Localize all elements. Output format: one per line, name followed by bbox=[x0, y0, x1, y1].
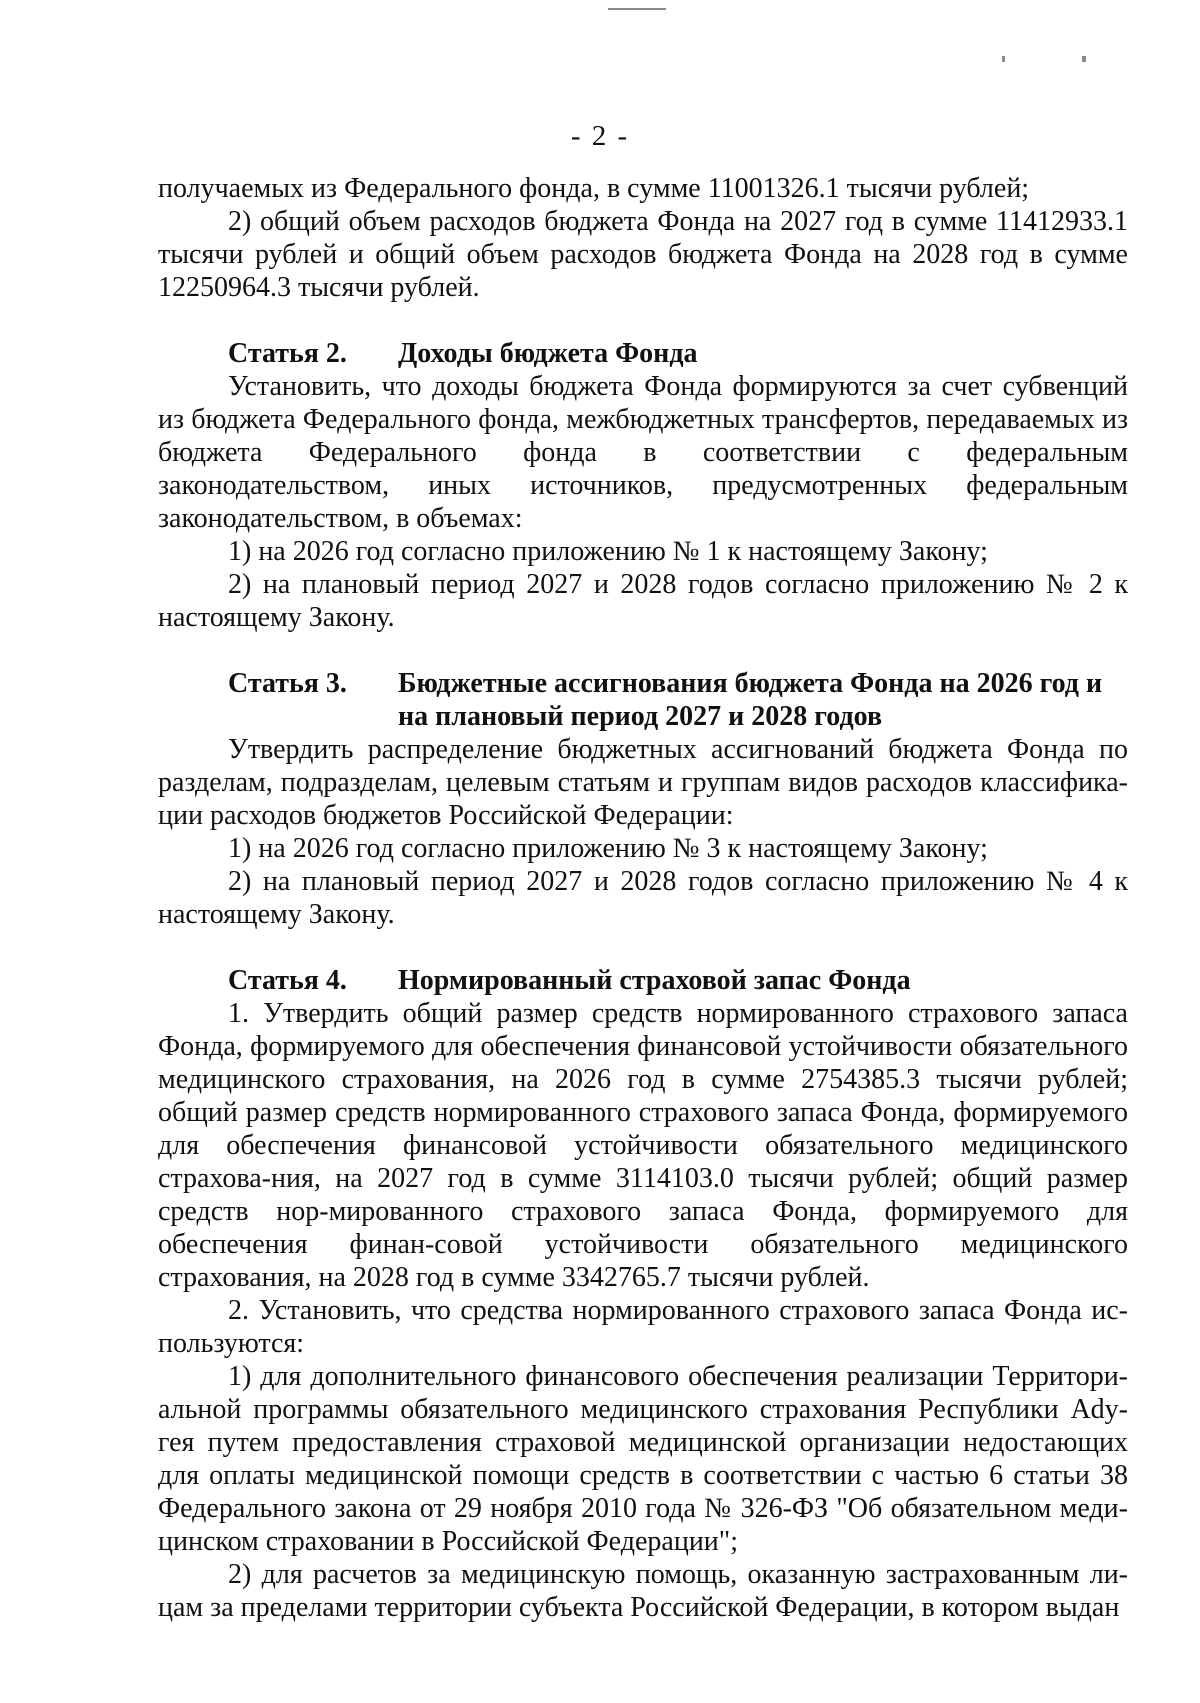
article-label: Статья 4. bbox=[228, 965, 347, 996]
scan-mark bbox=[608, 8, 666, 10]
article-paragraph: 1. Утвердить общий размер средств нормированного страхового запаса Фонда, формируемого для обеспечения финансовой устойчивости обязательного медицинского страхования, на 2026 год в сумме 2754385.3 тысячи рублей; общий размер средств нормированного страхового запаса Фонда, формируемого для обеспечения финансовой устойчивости обязательного медицинского страхова-ния, на 2027 год в сумме 3114103.0 тысячи рублей; общий размер средств нор-мированного страхового запаса Фонда, формируемого для обеспечения финан-совой устойчивости обязательного медицинского страхования, на 2028 год в сумме 3342765.7 тысячи рублей. bbox=[158, 998, 1128, 1293]
article-paragraph: Установить, что доходы бюджета Фонда формируются за счет субвенций из бюджета Федерального фонда, межбюджетных трансфертов, передаваемых из бюджета Федерального фонда в соответствии с федеральным законодательством, иных источников, предусмотренных федеральным законодательством, в объемах: bbox=[158, 371, 1128, 534]
article-paragraph: 1) на 2026 год согласно приложению № 1 к настоящему Закону; bbox=[228, 536, 988, 567]
scan-mark bbox=[1002, 56, 1005, 62]
intro-paragraph: 2) общий объем расходов бюджета Фонда на 2027 год в сумме 11412933.1 тысячи рублей и общий объем расходов бюджета Фонда на 2028 год в сумме 12250964.3 тысячи рублей. bbox=[158, 206, 1128, 303]
article-4-heading bbox=[158, 964, 1128, 997]
page-number: - 2 - bbox=[570, 120, 630, 152]
document-body bbox=[158, 172, 1128, 1624]
intro-paragraph: получаемых из Федерального фонда, в сумме 11001326.1 тысячи рублей; bbox=[158, 173, 1030, 204]
article-paragraph: 1) на 2026 год согласно приложению № 3 к настоящему Закону; bbox=[228, 833, 988, 864]
article-paragraph: 1) для дополнительного финансового обеспечения реализации Территори-альной программы обязательного медицинского страхования Республики Ady-гея путем предоставления страховой медицинской организации недостающих для оплаты медицинской помощи средств в соответствии с частью 6 статьи 38 Федерального закона от 29 ноября 2010 года № 326-ФЗ "Об обязательном меди-цинском страховании в Российской Федерации"; bbox=[158, 1361, 1128, 1557]
article-title: Нормированный страховой запас Фонда bbox=[398, 965, 911, 996]
article-label: Статья 3. bbox=[228, 668, 347, 699]
scan-mark bbox=[1082, 56, 1086, 62]
article-paragraph: 2) для расчетов за медицинскую помощь, оказанную застрахованным ли-цам за пределами территории субъекта Российской Федерации, в котором выдан bbox=[158, 1559, 1128, 1623]
article-paragraph: 2) на плановый период 2027 и 2028 годов согласно приложению № 2 к настоящему Закону. bbox=[158, 569, 1128, 633]
article-3-heading bbox=[158, 667, 1128, 733]
article-title: Доходы бюджета Фонда bbox=[398, 338, 698, 369]
article-2-heading bbox=[158, 337, 1128, 370]
article-label: Статья 2. bbox=[228, 338, 347, 369]
article-paragraph: 2) на плановый период 2027 и 2028 годов согласно приложению № 4 к настоящему Закону. bbox=[158, 866, 1128, 930]
article-title: Бюджетные ассигнования бюджета Фонда на 2026 год и на плановый период 2027 и 2028 годов bbox=[398, 668, 1103, 732]
article-paragraph: Утвердить распределение бюджетных ассигнований бюджета Фонда по разделам, подразделам, целевым статьям и группам видов расходов классифика-ции расходов бюджетов Российской Федерации: bbox=[158, 734, 1128, 831]
article-paragraph: 2. Установить, что средства нормированного страхового запаса Фонда ис-пользуются: bbox=[158, 1295, 1128, 1359]
